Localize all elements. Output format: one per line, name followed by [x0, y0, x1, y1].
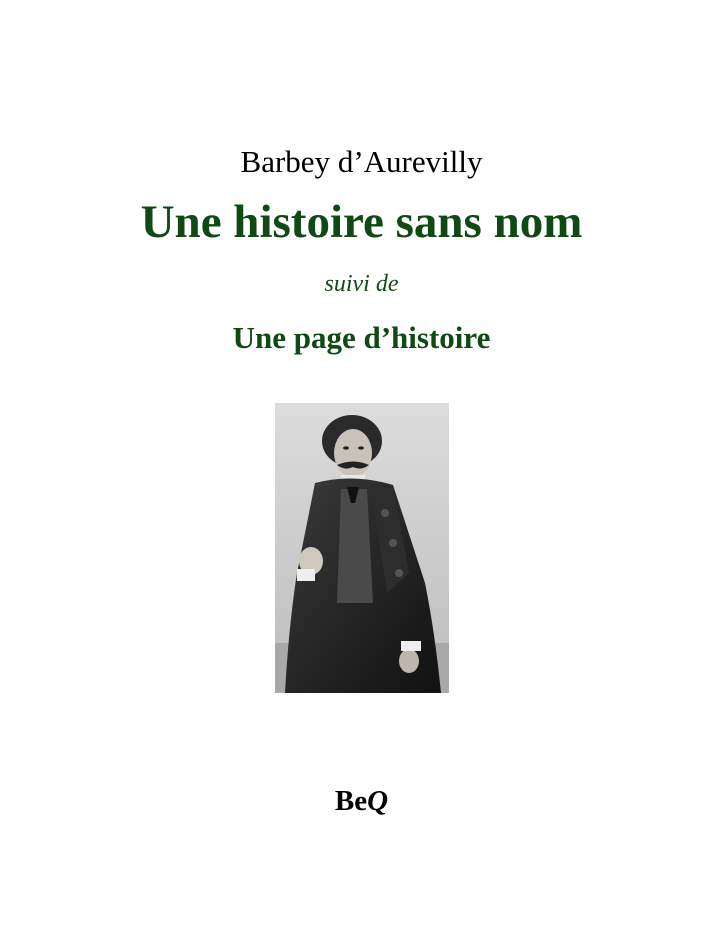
author-portrait-photo [275, 403, 449, 693]
publisher-prefix: Be [334, 785, 368, 817]
book-subtitle: Une page d’histoire [232, 320, 491, 355]
followed-by-label: suivi de [324, 271, 399, 297]
publisher-suffix: Q [367, 785, 389, 817]
publisher-logo [0, 782, 723, 820]
author-name: Barbey d’Aurevilly [240, 144, 483, 179]
book-title: Une histoire sans nom [140, 196, 583, 248]
